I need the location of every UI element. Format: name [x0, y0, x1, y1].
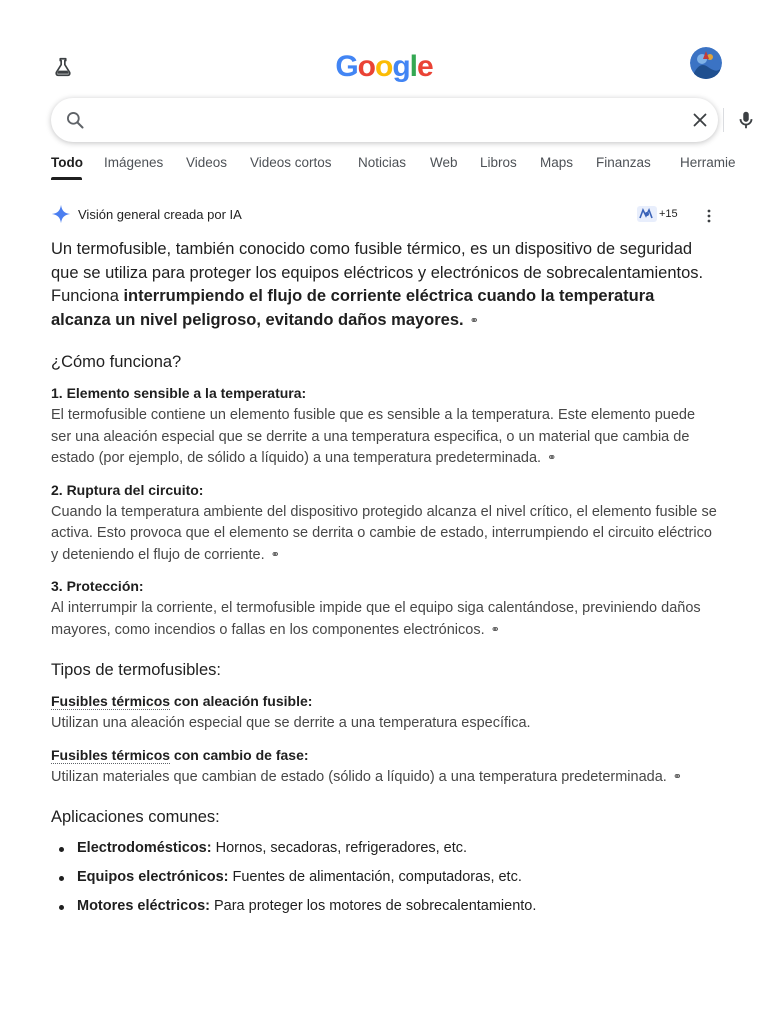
logo-letter: g [392, 50, 410, 83]
logo-letter: G [335, 50, 358, 83]
ai-overview-content [51, 238, 718, 925]
source-thumbnail-icon [637, 206, 657, 222]
logo-letter: e [416, 50, 433, 83]
how-heading: ¿Cómo funciona? [51, 353, 182, 371]
search-icon [65, 110, 85, 135]
logo-letter: o [357, 50, 375, 83]
how-item-text [51, 405, 718, 470]
search-tabs [51, 152, 768, 182]
link-icon[interactable]: ⚭ [490, 623, 500, 636]
sources-count: +15 [659, 208, 678, 220]
intro-paragraph [51, 238, 718, 333]
how-item-body: El termofusible contiene un elemento fusible que es sensible a la temperatura. Este elemento puede ser una aleación especial que se derrite a una temperatura especifica, o un material que cambia de estado (por ejemplo, de sólido a líquido) a una temperatura predeterminada. [51, 407, 696, 466]
list-item [51, 896, 718, 917]
intro-end: . [459, 310, 464, 329]
tab-videos-cortos[interactable]: Videos cortos [250, 155, 332, 170]
how-item-title: 2. Ruptura del circuito: [51, 481, 204, 498]
ai-overview-header [51, 204, 718, 226]
top-bar [0, 44, 768, 88]
intro-text: Un termofusible, también conocido como fusible térmico, es un dispositivo de seguridad que se utiliza para proteger los equipos eléctricos y electrónicos de sobrecalentamientos. Funciona [51, 240, 704, 305]
tab-todo[interactable]: Todo [51, 155, 83, 170]
how-item-text [51, 502, 718, 567]
applications-list [51, 838, 718, 917]
list-item [51, 867, 718, 888]
logo-letter: o [374, 50, 393, 83]
microphone-icon[interactable] [735, 108, 757, 137]
how-item-body: Cuando la temperatura ambiente del dispositivo protegido alcanza el nivel crítico, el elemento fusible se activa. Esto provoca que el elemento se derrita o cambie de estado, interrumpiendo el circuito eléctrico y deteniendo el flujo de corriente. [51, 503, 717, 563]
list-item [51, 838, 718, 859]
tab-libros[interactable]: Libros [480, 155, 517, 170]
how-item-title: 3. Protección: [51, 578, 144, 594]
how-item-body: Al interrumpir la corriente, el termofusible impide que el equipo siga calentándose, previniendo daños mayores, como incendios o fallas en los componentes electrónicos. [51, 600, 701, 638]
active-tab-indicator [51, 177, 82, 180]
more-options-icon[interactable] [701, 206, 717, 226]
tab-imagenes[interactable]: Imágenes [104, 155, 164, 170]
intro-bold-text: interrumpiendo el flujo de corriente eléctrica cuando la temperatura alcanza un nivel peligroso, evitando daños mayores [51, 287, 655, 329]
search-input[interactable] [99, 108, 659, 132]
google-logo[interactable] [0, 50, 768, 84]
tab-maps[interactable]: Maps [540, 155, 574, 170]
link-icon[interactable]: ⚭ [547, 452, 557, 464]
tab-herramientas[interactable]: Herramie [680, 155, 736, 170]
type-body: Utilizan materiales que cambian de estado (sólido a líquido) a una temperatura predeterminada. [51, 768, 667, 785]
sparkle-icon [51, 204, 71, 229]
app-label: Electrodomésticos: [77, 840, 212, 856]
tab-web[interactable]: Web [430, 155, 458, 170]
app-text: Fuentes de alimentación, computadoras, etc. [228, 869, 522, 885]
tab-finanzas[interactable]: Finanzas [596, 155, 651, 170]
type-title-rest: con cambio de fase: [170, 746, 309, 763]
link-icon[interactable]: ⚭ [672, 770, 683, 783]
tab-noticias[interactable]: Noticias [358, 155, 407, 170]
types-heading: Tipos de termofusibles: [51, 661, 221, 679]
apps-heading: Aplicaciones comunes: [51, 808, 220, 826]
type-title [51, 691, 718, 711]
tab-videos[interactable]: Videos [186, 155, 228, 170]
type-title [51, 745, 718, 765]
type-text [51, 767, 718, 789]
type-term-link[interactable]: Fusibles térmicos [51, 693, 171, 709]
type-term-link[interactable]: Fusibles térmicos [51, 746, 171, 763]
close-icon[interactable] [689, 109, 711, 136]
type-text: Utilizan una aleación especial que se derrite a una temperatura específica. [51, 715, 531, 731]
link-icon[interactable]: ⚭ [270, 548, 280, 561]
how-item-title: 1. Elemento sensible a la temperatura: [51, 385, 307, 401]
search-divider [723, 108, 724, 132]
app-label: Equipos electrónicos: [77, 869, 229, 885]
ai-overview-title: Visión general creada por IA [78, 207, 242, 222]
app-text: Para proteger los motores de sobrecalentamiento. [209, 898, 537, 914]
app-text: Hornos, secadoras, refrigeradores, etc. [211, 840, 468, 856]
link-icon[interactable]: ⚭ [469, 314, 479, 327]
type-title-rest: con aleación fusible: [170, 693, 313, 709]
app-label: Motores eléctricos: [77, 898, 210, 914]
avatar[interactable] [690, 47, 722, 79]
logo-letter: l [409, 50, 417, 83]
search-box[interactable] [51, 98, 718, 142]
how-item-text [51, 598, 718, 641]
